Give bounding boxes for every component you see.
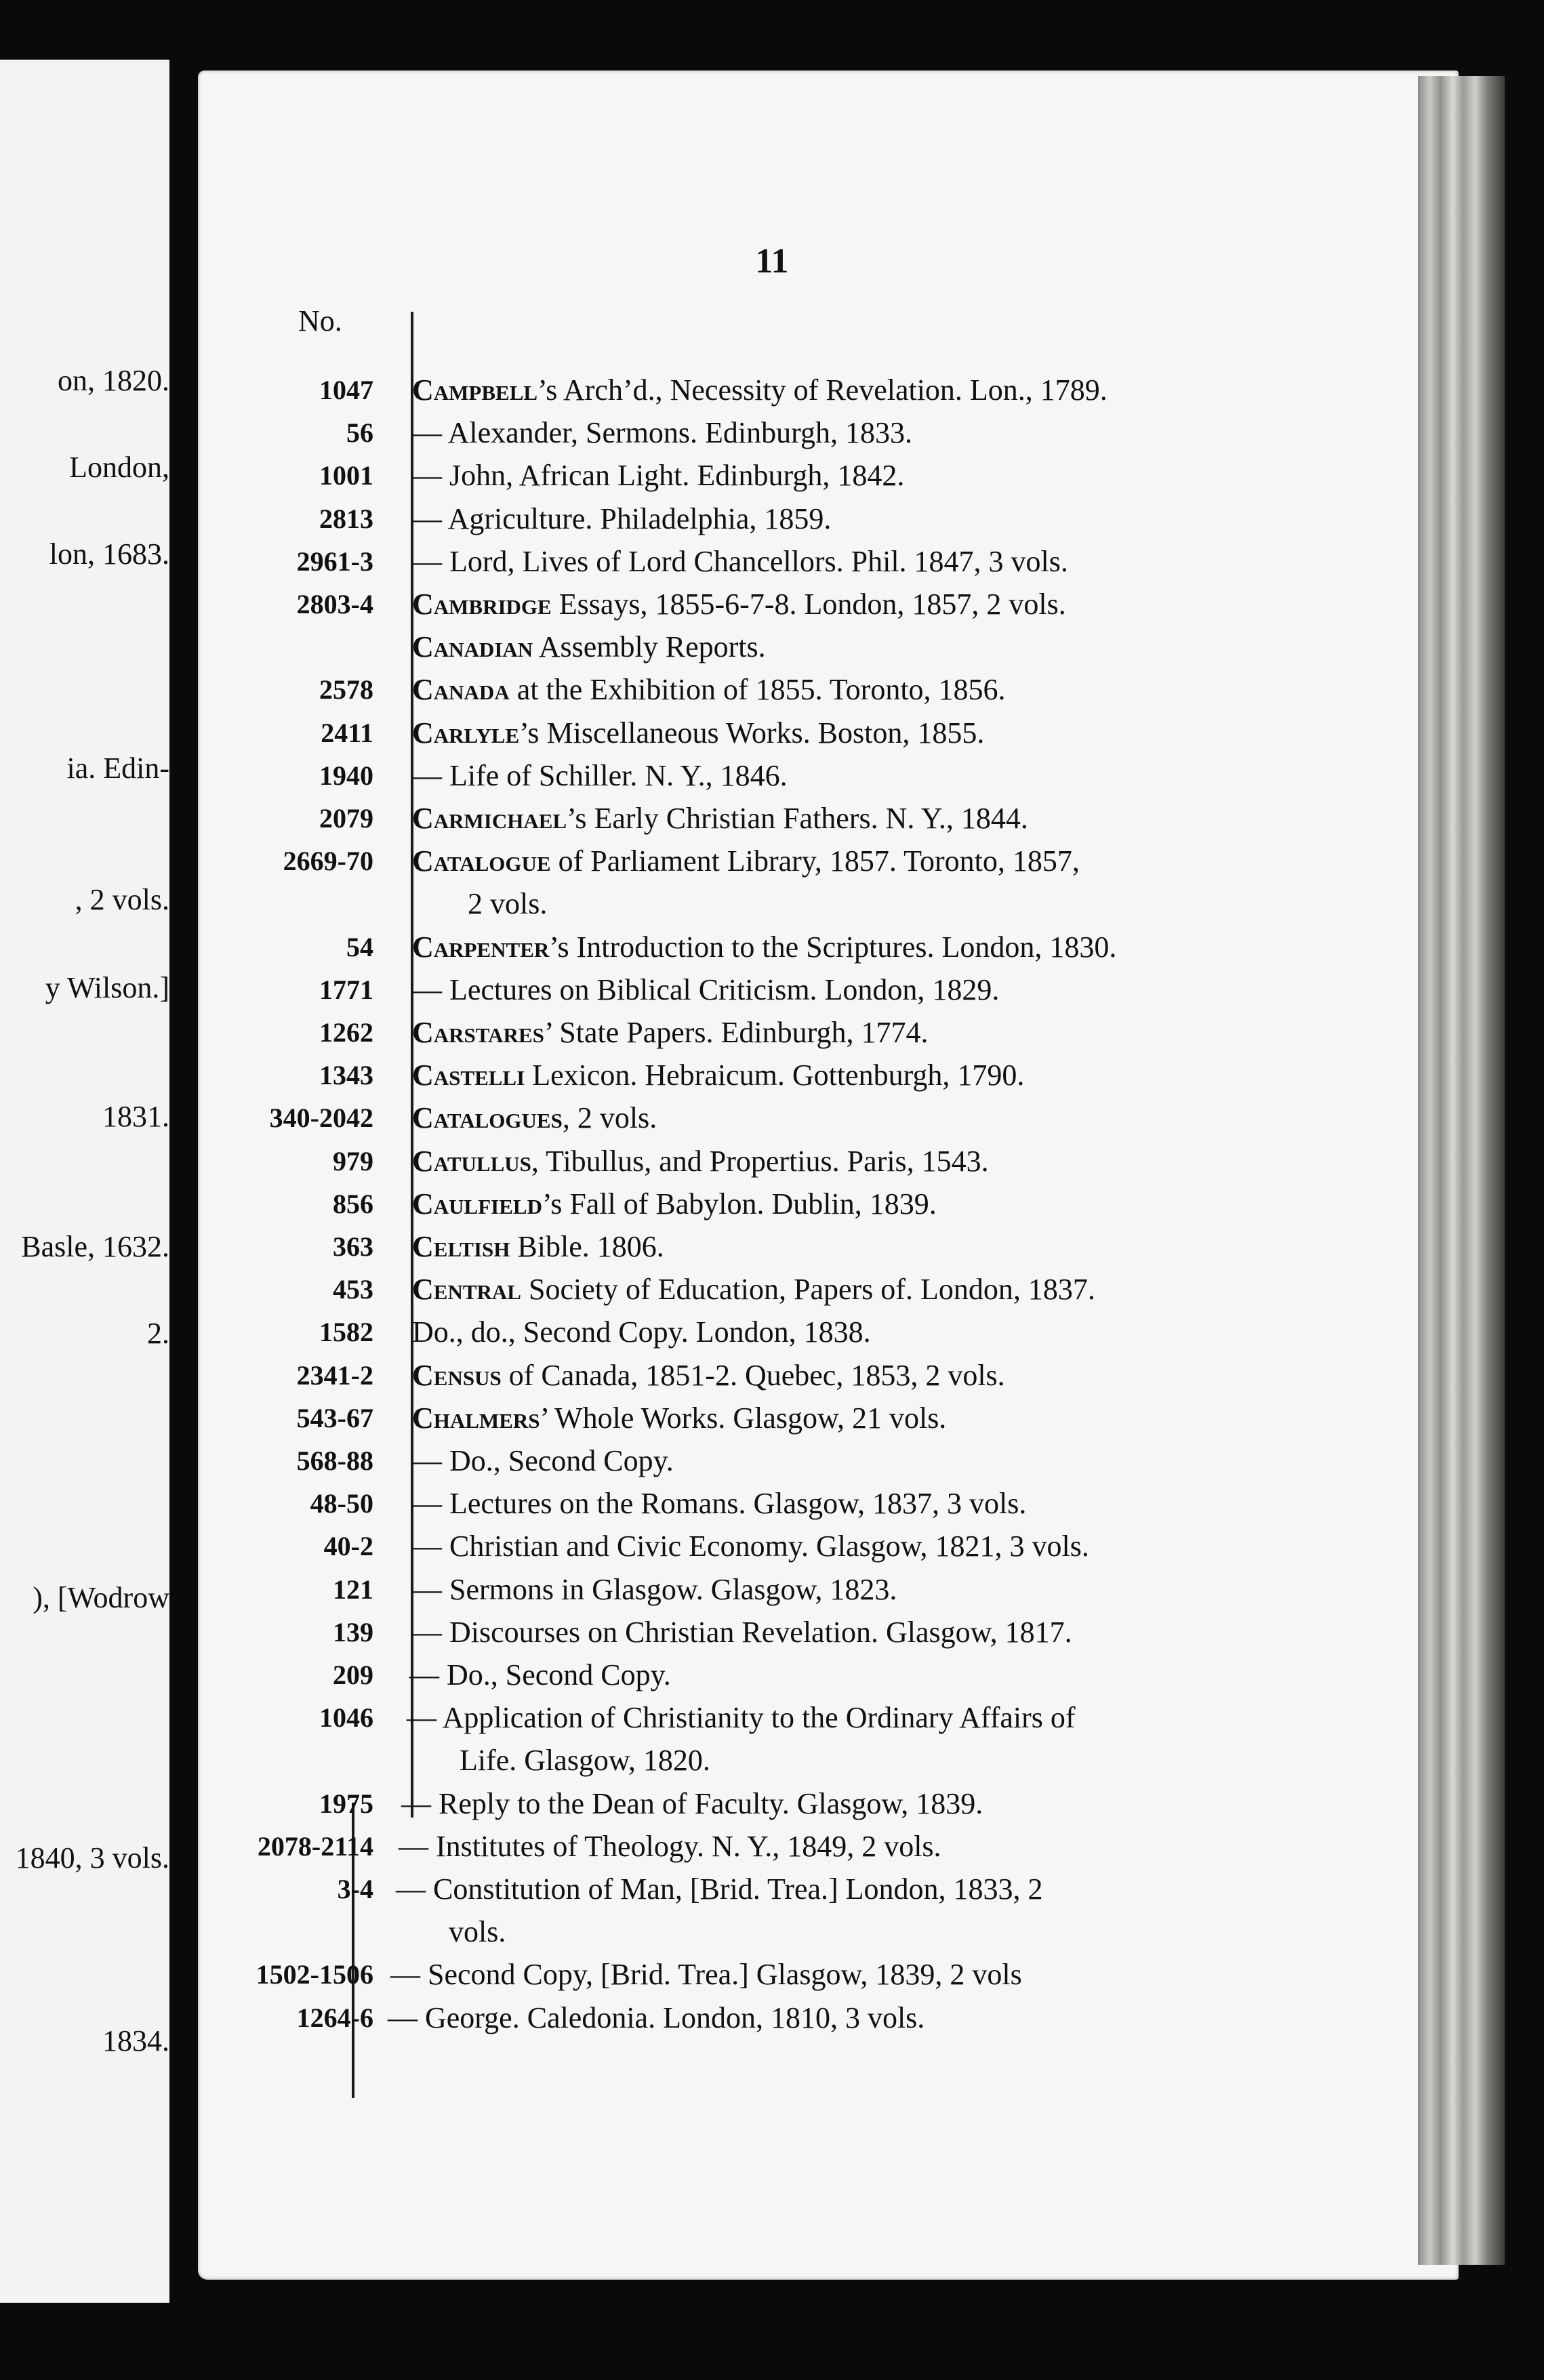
entry-text bbox=[412, 1612, 1072, 1653]
catalogue-entry bbox=[0, 1355, 1544, 1396]
entry-title: at the Exhibition of 1855. Toronto, 1856. bbox=[509, 673, 1006, 706]
entry-text bbox=[412, 1526, 1089, 1567]
catalogue-entry bbox=[0, 627, 1544, 668]
entry-text bbox=[407, 1698, 1076, 1738]
entry-title: ’ Whole Works. Glasgow, 21 vols. bbox=[540, 1401, 947, 1435]
entry-number: 340-2042 bbox=[269, 1103, 373, 1133]
catalogue-entry bbox=[0, 584, 1544, 625]
entry-author: Central bbox=[412, 1273, 521, 1306]
entry-number: 2669-70 bbox=[283, 846, 373, 876]
entry-text bbox=[449, 1912, 506, 1952]
entry-title: 2 vols. bbox=[468, 887, 548, 920]
entry-text bbox=[412, 1355, 1005, 1396]
catalogue-entry bbox=[0, 1740, 1544, 1781]
entry-number: 209 bbox=[333, 1660, 373, 1690]
entry-text bbox=[412, 1312, 871, 1353]
entry-title: — Lectures on Biblical Criticism. London, 1829. bbox=[412, 973, 1000, 1006]
entry-text bbox=[412, 1227, 664, 1267]
catalogue-entry bbox=[0, 1655, 1544, 1696]
entry-number: 1582 bbox=[319, 1317, 373, 1347]
entry-title: — Life of Schiller. N. Y., 1846. bbox=[412, 759, 788, 792]
entry-number: 453 bbox=[333, 1274, 373, 1305]
entry-number: 40-2 bbox=[323, 1531, 373, 1561]
entry-number: 363 bbox=[333, 1231, 373, 1262]
entry-text bbox=[412, 1055, 1024, 1096]
catalogue-entry bbox=[0, 1098, 1544, 1138]
page-number: 11 bbox=[755, 242, 789, 281]
entry-number: 1975 bbox=[319, 1788, 373, 1819]
catalogue-entry bbox=[0, 1141, 1544, 1182]
catalogue-entry bbox=[0, 451, 1544, 496]
entry-title: of Parliament Library, 1857. Toronto, 1857, bbox=[550, 844, 1080, 878]
catalogue-entry bbox=[0, 1227, 1544, 1267]
entry-title: — Agriculture. Philadelphia, 1859. bbox=[412, 502, 832, 535]
catalogue-entry bbox=[0, 798, 1544, 839]
entry-title: ’s Fall of Babylon. Dublin, 1839. bbox=[542, 1187, 937, 1220]
entry-author: Celtish bbox=[412, 1230, 510, 1263]
entry-text bbox=[412, 627, 766, 668]
entry-author: Census bbox=[412, 1359, 502, 1392]
entry-title: , 2 vols. bbox=[562, 1101, 657, 1134]
catalogue-entry bbox=[0, 1184, 1544, 1225]
entry-number: 2803-4 bbox=[296, 589, 373, 619]
entry-title: — Sermons in Glasgow. Glasgow, 1823. bbox=[412, 1573, 897, 1606]
catalogue-entry bbox=[0, 1869, 1544, 1910]
catalogue-entry bbox=[0, 884, 1544, 924]
entry-title: , Tibullus, and Propertius. Paris, 1543. bbox=[531, 1145, 989, 1178]
catalogue-entry bbox=[0, 1483, 1544, 1524]
entry-author: Campbell bbox=[412, 373, 538, 407]
facing-page-text-fragment: 1831. bbox=[102, 1100, 169, 1133]
entry-text bbox=[412, 970, 999, 1010]
catalogue-entry bbox=[0, 752, 1544, 796]
entry-title: of Canada, 1851-2. Quebec, 1853, 2 vols. bbox=[501, 1359, 1005, 1392]
entry-text bbox=[412, 841, 1080, 882]
catalogue-entry bbox=[0, 1441, 1544, 1481]
catalogue-entry bbox=[0, 1055, 1544, 1096]
entry-title: — Reply to the Dean of Faculty. Glasgow, 1839. bbox=[401, 1787, 983, 1820]
entry-title: — Do., Second Copy. bbox=[412, 1444, 674, 1477]
entry-number: 568-88 bbox=[296, 1445, 373, 1476]
entry-text bbox=[468, 884, 547, 924]
entry-title: — John, African Light. Edinburgh, 1842. bbox=[412, 459, 905, 492]
entry-author: Canada bbox=[412, 673, 510, 706]
entry-title: Assembly Reports. bbox=[533, 630, 766, 663]
entry-number: 139 bbox=[333, 1617, 373, 1647]
entry-title: ’s Early Christian Fathers. N. Y., 1844. bbox=[567, 802, 1028, 835]
entry-number: 1047 bbox=[319, 375, 373, 405]
catalogue-entry bbox=[0, 1912, 1544, 1952]
entry-number: 856 bbox=[333, 1189, 373, 1219]
entry-author: Carmichael bbox=[412, 802, 567, 835]
entry-author: Canadian bbox=[412, 630, 533, 663]
entry-number: 1046 bbox=[319, 1702, 373, 1733]
entry-text bbox=[412, 1398, 946, 1439]
entry-text bbox=[396, 1869, 1043, 1910]
number-column-header: No. bbox=[298, 304, 342, 337]
entry-number: 2078-2114 bbox=[257, 1831, 373, 1862]
entry-text bbox=[412, 1441, 674, 1481]
entry-text bbox=[412, 1141, 989, 1182]
entry-author: Catalogue bbox=[412, 844, 551, 878]
entry-title: — Alexander, Sermons. Edinburgh, 1833. bbox=[412, 416, 913, 449]
entry-text bbox=[412, 1098, 657, 1138]
entry-text bbox=[412, 1012, 929, 1053]
catalogue-entry bbox=[0, 1698, 1544, 1738]
entry-title: ’s Introduction to the Scriptures. London, 1830. bbox=[549, 930, 1117, 964]
entry-title: Do., do., Second Copy. London, 1838. bbox=[412, 1315, 871, 1349]
entry-text bbox=[412, 1569, 897, 1610]
entry-title: Bible. 1806. bbox=[510, 1230, 664, 1263]
entry-title: — Christian and Civic Economy. Glasgow, 1821, 3 vols. bbox=[412, 1530, 1089, 1563]
entry-title: Life. Glasgow, 1820. bbox=[460, 1744, 710, 1777]
catalogue-entry bbox=[0, 1954, 1544, 1995]
catalogue-entry bbox=[0, 499, 1544, 539]
entry-title: ’ State Papers. Edinburgh, 1774. bbox=[544, 1016, 929, 1049]
entry-text bbox=[412, 413, 912, 453]
entry-number: 1262 bbox=[319, 1017, 373, 1048]
entry-title: — George. Caledonia. London, 1810, 3 vols. bbox=[388, 2001, 925, 2034]
entry-number: 2578 bbox=[319, 674, 373, 705]
entry-text bbox=[412, 1269, 1095, 1310]
entry-author: Cambridge bbox=[412, 588, 552, 621]
entry-number: 2411 bbox=[321, 718, 373, 748]
entry-author: Catullus bbox=[412, 1145, 531, 1178]
entry-author: Carstares bbox=[412, 1016, 544, 1049]
entry-title: — Do., Second Copy. bbox=[409, 1658, 671, 1691]
entry-number: 1343 bbox=[319, 1060, 373, 1090]
entry-text bbox=[412, 756, 788, 796]
facing-page-text-fragment: lon, 1683. bbox=[49, 537, 169, 571]
entry-author: Chalmers bbox=[412, 1401, 540, 1435]
facing-page-text-fragment: , 2 vols. bbox=[75, 883, 169, 916]
entry-title: — Second Copy, [Brid. Trea.] Glasgow, 1839, 2 vols bbox=[390, 1958, 1022, 1991]
catalogue-entry bbox=[0, 970, 1544, 1010]
entry-title: Essays, 1855-6-7-8. London, 1857, 2 vols. bbox=[551, 588, 1066, 621]
catalogue-entry bbox=[0, 1398, 1544, 1439]
entry-title: — Discourses on Christian Revelation. Glasgow, 1817. bbox=[412, 1616, 1072, 1649]
entry-number: 1502-1506 bbox=[256, 1959, 373, 1990]
catalogue-entry bbox=[0, 713, 1544, 754]
facing-page-text-fragment: Basle, 1632. bbox=[21, 1230, 169, 1263]
entry-text bbox=[412, 541, 1068, 582]
entry-text bbox=[412, 1184, 937, 1225]
entry-title: — Lord, Lives of Lord Chancellors. Phil. 1847, 3 vols. bbox=[412, 545, 1068, 578]
entry-author: Caulfield bbox=[412, 1187, 542, 1220]
entry-number: 1940 bbox=[319, 760, 373, 791]
entry-text bbox=[412, 1483, 1026, 1524]
entry-text bbox=[388, 1998, 925, 2038]
entry-number: 2813 bbox=[319, 504, 373, 534]
entry-title: ’s Miscellaneous Works. Boston, 1855. bbox=[519, 716, 985, 750]
facing-page-text-fragment: London, bbox=[69, 451, 169, 484]
entry-number: 1264-6 bbox=[296, 2003, 373, 2033]
entry-text bbox=[399, 1826, 941, 1867]
entry-text bbox=[412, 499, 831, 539]
facing-page-text-fragment: 1840, 3 vols. bbox=[15, 1841, 169, 1874]
catalogue-entry bbox=[0, 537, 1544, 582]
entry-text bbox=[460, 1740, 710, 1781]
entry-number: 56 bbox=[346, 417, 373, 448]
entry-number: 2961-3 bbox=[296, 546, 373, 577]
entry-number: 1001 bbox=[319, 460, 373, 491]
catalogue-entry bbox=[0, 1826, 1544, 1867]
entry-title: Lexicon. Hebraicum. Gottenburgh, 1790. bbox=[525, 1059, 1025, 1092]
facing-page-text-fragment: ), [Wodrow bbox=[33, 1581, 169, 1614]
entry-text bbox=[390, 1954, 1022, 1995]
entry-text bbox=[412, 670, 1006, 710]
entry-text bbox=[412, 713, 984, 754]
entry-title: Society of Education, Papers of. London, 1837. bbox=[521, 1273, 1095, 1306]
catalogue-entry bbox=[0, 841, 1544, 882]
entry-number: 54 bbox=[346, 932, 373, 962]
entry-number: 121 bbox=[333, 1574, 373, 1605]
catalogue-entry bbox=[0, 1784, 1544, 1824]
entry-number: 979 bbox=[333, 1146, 373, 1176]
catalogue-entry bbox=[0, 1312, 1544, 1353]
entry-author: Carpenter bbox=[412, 930, 550, 964]
entry-title: — Constitution of Man, [Brid. Trea.] London, 1833, 2 bbox=[396, 1872, 1043, 1906]
catalogue-entry bbox=[0, 1269, 1544, 1310]
facing-page-text-fragment: ia. Edin- bbox=[66, 752, 169, 785]
catalogue-entry bbox=[0, 670, 1544, 710]
entry-text bbox=[412, 798, 1028, 839]
entry-author: Carlyle bbox=[412, 716, 520, 750]
entry-text bbox=[401, 1784, 983, 1824]
catalogue-entry bbox=[0, 370, 1544, 411]
entry-title: vols. bbox=[449, 1915, 506, 1948]
catalogue-entry bbox=[0, 1569, 1544, 1610]
catalogue-entry bbox=[0, 1526, 1544, 1567]
entry-number: 1771 bbox=[319, 974, 373, 1005]
facing-page-text-fragment: on, 1820. bbox=[58, 364, 169, 397]
entry-number: 3-4 bbox=[337, 1874, 373, 1904]
entry-text bbox=[412, 455, 904, 496]
catalogue-entry bbox=[0, 927, 1544, 968]
catalogue-entry bbox=[0, 1012, 1544, 1053]
facing-page-text-fragment: 1834. bbox=[102, 2024, 169, 2057]
facing-page-text-fragment: y Wilson.] bbox=[45, 971, 169, 1004]
entry-title: — Institutes of Theology. N. Y., 1849, 2 vols. bbox=[399, 1830, 941, 1863]
entry-title: ’s Arch’d., Necessity of Revelation. Lon., 1789. bbox=[537, 373, 1108, 407]
entry-author: Castelli bbox=[412, 1059, 525, 1092]
entry-text bbox=[412, 370, 1108, 411]
entry-number: 2341-2 bbox=[296, 1360, 373, 1391]
catalogue-entry bbox=[0, 413, 1544, 453]
catalogue-entry bbox=[0, 1612, 1544, 1653]
entry-title: — Lectures on the Romans. Glasgow, 1837, 3 vols. bbox=[412, 1487, 1027, 1520]
entry-title: — Application of Christianity to the Ordinary Affairs of bbox=[407, 1701, 1076, 1734]
entry-author: Catalogues bbox=[412, 1101, 563, 1134]
catalogue-entry bbox=[0, 1998, 1544, 2038]
entry-text bbox=[412, 584, 1066, 625]
facing-page-text-fragment: 2. bbox=[147, 1317, 169, 1350]
entry-number: 48-50 bbox=[310, 1488, 373, 1519]
entry-number: 2079 bbox=[319, 803, 373, 834]
entry-text bbox=[409, 1655, 671, 1696]
entry-text bbox=[412, 927, 1116, 968]
entry-number: 543-67 bbox=[296, 1403, 373, 1433]
